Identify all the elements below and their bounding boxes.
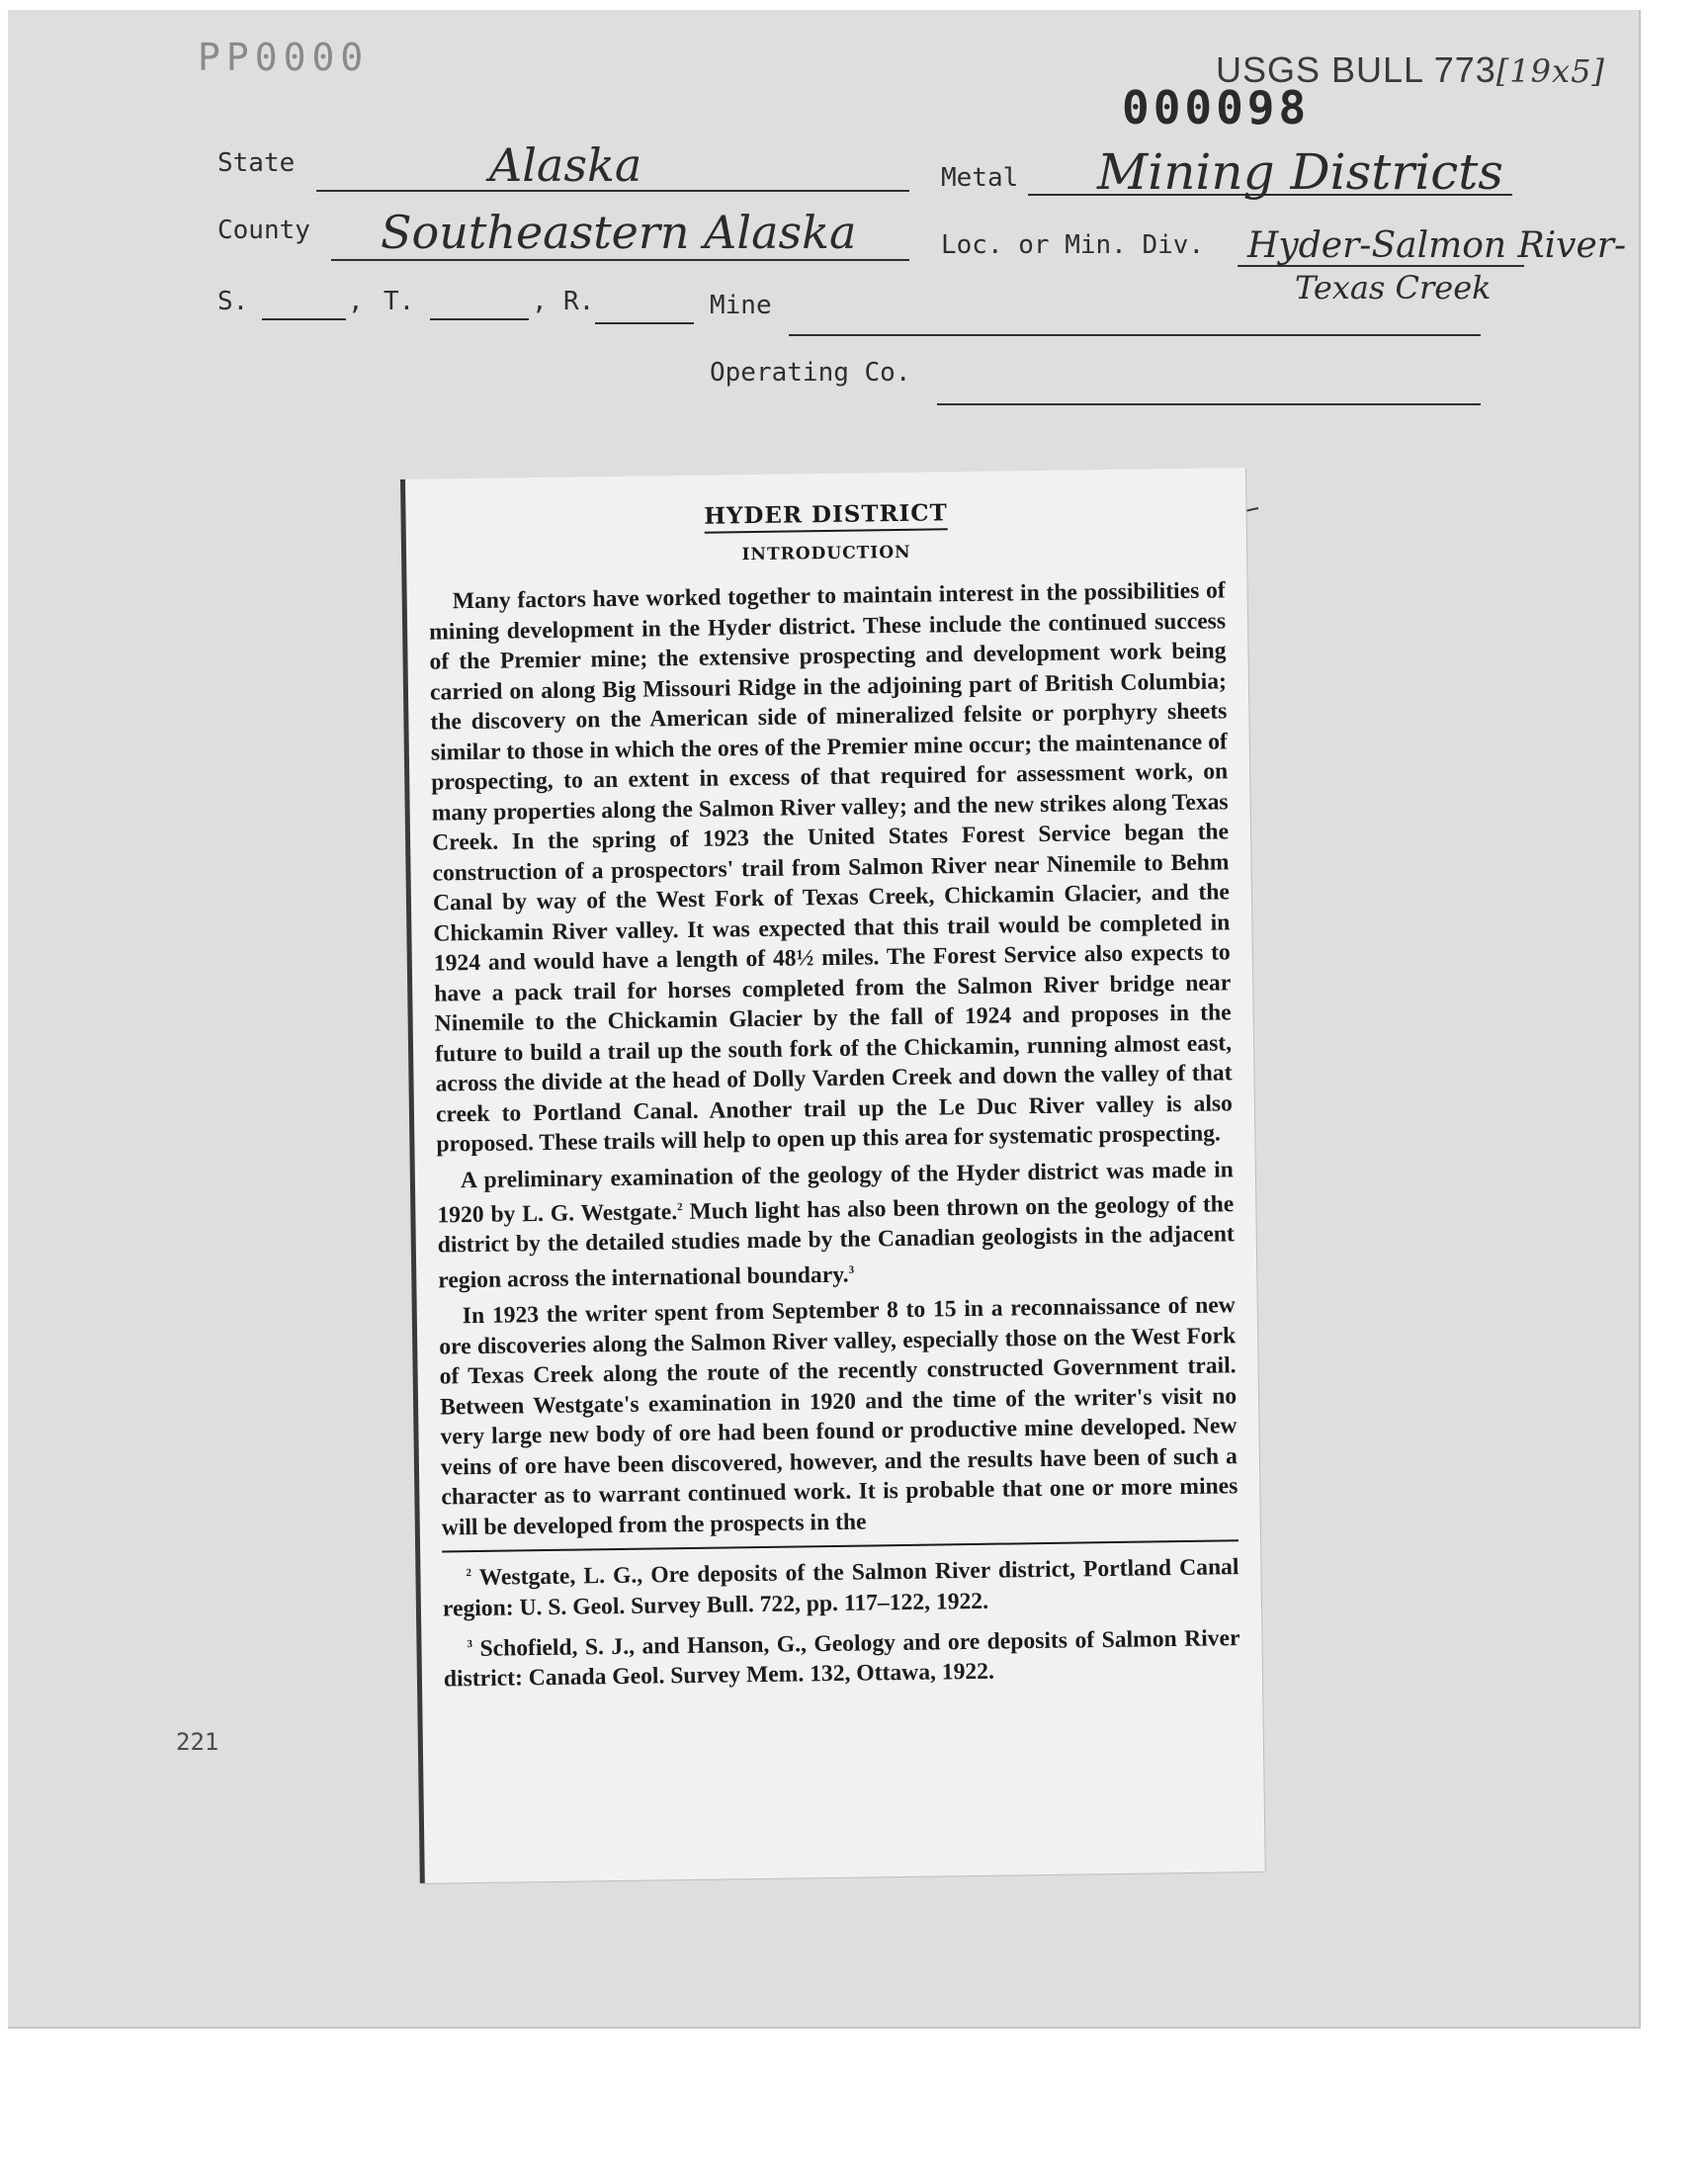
serial-number: 000098 xyxy=(1122,81,1311,134)
county-value: Southeastern Alaska xyxy=(381,206,857,259)
t-comma: , xyxy=(532,287,548,316)
loc-value-line1: Hyder-Salmon River- xyxy=(1247,225,1627,266)
paragraph-1: Many factors have worked together to maintain interest in the possibilities of mining development in the Hyder district. These include the continued success of the Premier mine; the extensive prospecting and development work being carried on along Big Missouri Ridge in the adjoining part of British Columbia; the discovery on the American side of mineralized felsite or porphyry sheets similar to those in which the ores of the Premier mine occur; the maintenance of prospecting, to an extent in excess of that required for assessment work, on many properties along the Salmon River valley; and the new strikes along Texas Creek. In the spring of 1923 the United States Forest Service began the construction of a prospectors' trail from Salmon River near Ninemile to Behm Canal by way of the West Fork of Texas Creek, Chickamin Glacier, and the Chickamin River valley. It was expected that this trail would be completed in 1924 and would have a length of 48½ miles. The Forest Service also expects to have a pack trail for horses completed from the Salmon River bridge near Ninemile to the Chickamin Glacier by the fall of 1924 and proposes in the future to build a trail up the south fork of the Chickamin, running almost east, across the divide at the head of Dolly Varden Creek and down the valley of that creek to Portland Canal. Another trail up the Le Duc River valley is also proposed. These trails will help to open up this area for systematic prospecting. xyxy=(428,577,1234,1158)
mine-label: Mine xyxy=(710,291,772,320)
metal-value: Mining Districts xyxy=(1097,143,1503,201)
state-label: State xyxy=(217,148,296,178)
footnote-2-mark: 3 xyxy=(467,1638,473,1651)
s-line xyxy=(262,318,346,320)
t-label: T. xyxy=(384,287,415,316)
footnote-2 xyxy=(443,1618,1240,1695)
s-comma: , xyxy=(348,287,364,316)
footnote-ref-3: 3 xyxy=(848,1263,855,1276)
stamp-code: PP0000 xyxy=(198,36,370,79)
operating-label: Operating Co. xyxy=(710,358,911,388)
pasted-clipping xyxy=(400,468,1265,1883)
clipping-title-text: HYDER DISTRICT xyxy=(704,499,948,533)
paragraph-2-part-a: A preliminary examination of the geology of the Hyder district was made in 1920 by L. G. Westgate. xyxy=(437,1156,1235,1229)
paragraph-2 xyxy=(437,1155,1236,1296)
clipping-title xyxy=(427,495,1224,533)
loc-value-line2: Texas Creek xyxy=(1295,269,1492,306)
loc-label: Loc. or Min. Div. xyxy=(941,230,1205,260)
metal-label: Metal xyxy=(941,163,1019,193)
footnote-1-text: Westgate, L. G., Ore deposits of the Salmon River district, Portland Canal region: U. S. Geol. Survey Bull. 722, pp. 117–122, 1922. xyxy=(442,1554,1239,1622)
state-value: Alaska xyxy=(489,138,642,192)
footnote-2-text: Schofield, S. J., and Hanson, G., Geology and ore deposits of Salmon River district: Canada Geol. Survey Mem. 132, Ottawa, 1922. xyxy=(443,1625,1240,1693)
t-line xyxy=(430,318,529,320)
page-number: 221 xyxy=(176,1728,219,1756)
reference-text: USGS BULL 773 xyxy=(1216,49,1496,90)
footnote-1 xyxy=(442,1547,1239,1623)
operating-line xyxy=(937,403,1481,405)
county-line xyxy=(331,259,909,261)
clipping-subtitle: INTRODUCTION xyxy=(741,542,911,566)
r-label: R. xyxy=(563,287,595,316)
footnote-ref-2: 2 xyxy=(676,1201,683,1214)
paragraph-2-part-b: Much light has also been thrown on the geology of the district by the detailed studies made by the Canadian geologists in the adjacent region across the international boundary. xyxy=(437,1191,1235,1294)
s-label: S. xyxy=(217,287,249,316)
r-line xyxy=(595,322,694,324)
footnote-1-mark: 2 xyxy=(466,1567,472,1580)
paragraph-3: In 1923 the writer spent from September 8 to 15 in a reconnaissance of new ore discoveries along the Salmon River valley, especially those on the West Fork of Texas Creek along the route of the recently constructed Government trail. Between Westgate's examination in 1920 and the time of the writer's visit no very large new body of ore had been found or productive mine developed. New veins of ore have been discovered, however, and the results have been of such a character as to warrant continued work. It is probable that one or more mines will be developed from the prospects in the xyxy=(439,1292,1238,1541)
reference-note: [19x5] xyxy=(1495,52,1605,90)
county-label: County xyxy=(217,216,310,245)
mine-line xyxy=(789,334,1481,336)
